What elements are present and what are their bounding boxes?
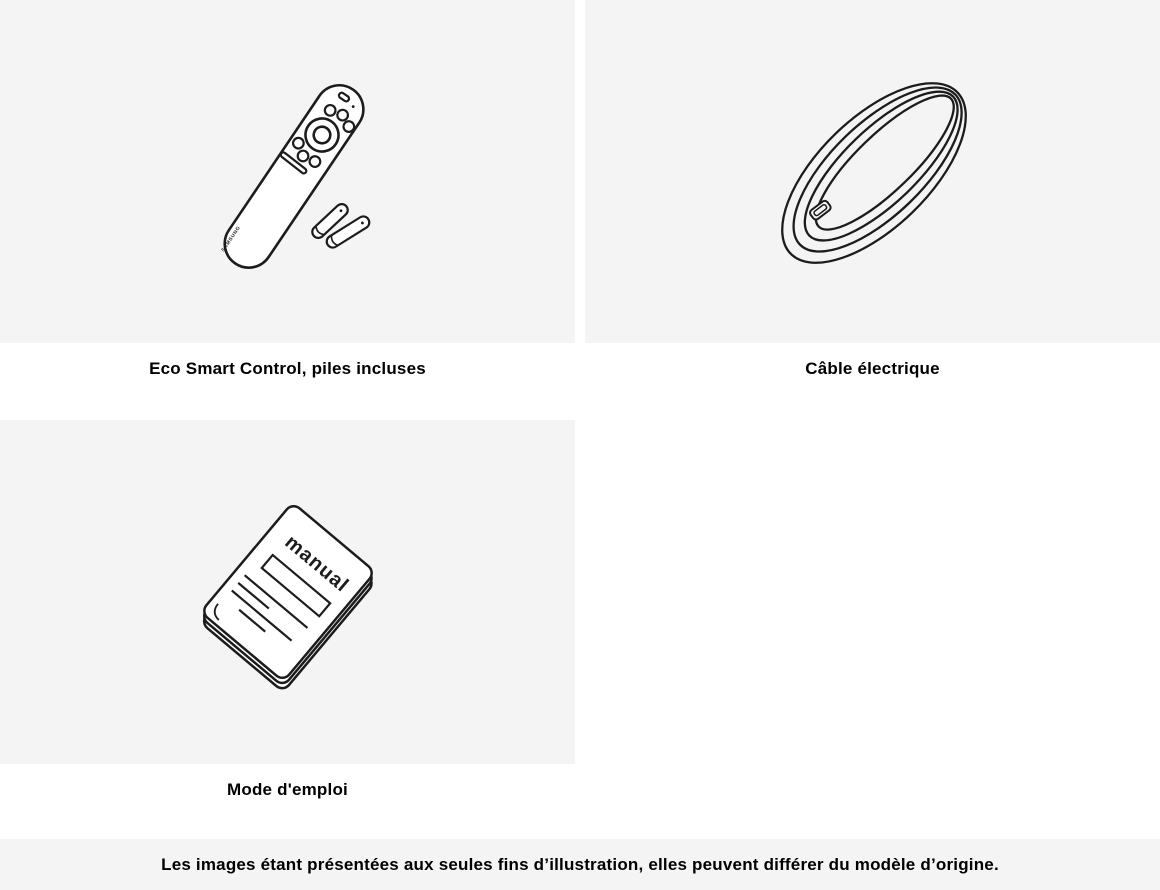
remote-brand-engraving: SAMSUNG [220, 225, 243, 254]
remote-control-icon [0, 0, 575, 343]
accessory-card-cable [585, 0, 1160, 343]
accessory-label-remote: Eco Smart Control, piles incluses [149, 359, 426, 378]
battery-icon [310, 202, 372, 250]
power-cable-icon [585, 0, 1160, 343]
accessory-label-cable: Câble électrique [805, 359, 940, 378]
manual-cover-title: manual [280, 531, 353, 597]
accessory-label-manual: Mode d'emploi [227, 780, 348, 799]
cable-plug [809, 199, 832, 220]
user-manual-icon [0, 420, 575, 764]
disclaimer-bar [0, 839, 1160, 890]
accessory-card-manual [0, 420, 575, 764]
disclaimer-text: Les images étant présentées aux seules fins d’illustration, elles peuvent différer du modèle d’origine. [161, 854, 999, 874]
accessory-card-remote [0, 0, 575, 343]
